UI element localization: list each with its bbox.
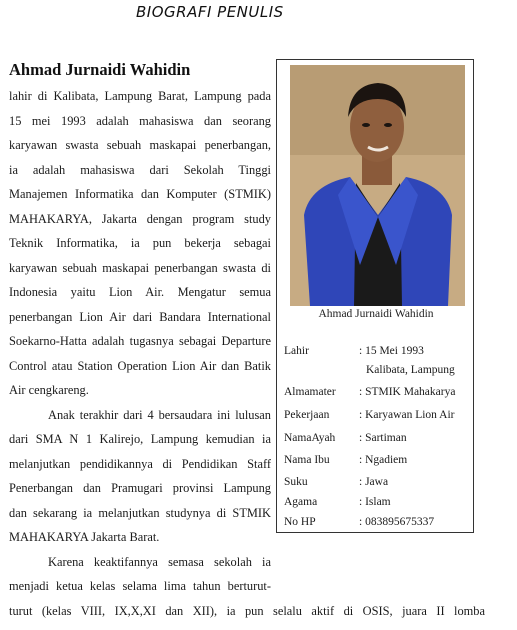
author-portrait-image xyxy=(290,65,465,306)
info-value: : Jawa xyxy=(359,476,389,488)
author-photo xyxy=(290,65,465,306)
bio-line: turut (kelas VIII, IX,X,XI dan XII), ia pun selalu aktif di OSIS, juara II lomba xyxy=(9,603,485,618)
bio-line: Teknik Informatika, ia pun bekerja sebagai xyxy=(9,236,271,250)
info-label: Pekerjaan xyxy=(284,409,330,421)
info-row-almamater xyxy=(284,386,474,404)
info-row-lahir xyxy=(284,345,474,363)
info-value: : STMIK Mahakarya xyxy=(359,386,456,398)
bio-line: menjadi ketua kelas selama lima tahun berturut- xyxy=(9,579,271,593)
info-row-suku xyxy=(284,476,474,494)
info-row-nama-ayah xyxy=(284,432,474,450)
info-row-nama-ibu xyxy=(284,454,474,472)
profile-box xyxy=(276,59,474,533)
bio-line: Anak terakhir dari 4 bersaudara ini lulusan xyxy=(48,407,271,422)
bio-line: MAHAKARYA, Jakarta dengan program study xyxy=(9,211,271,226)
bio-line: dari SMA N 1 Kalirejo, Lampung kemudian ia xyxy=(9,432,271,446)
info-label: NamaAyah xyxy=(284,432,336,444)
bio-line: MAHAKARYA Jakarta Barat. xyxy=(9,530,160,544)
bio-line: karyawan sebuah maskapai penerbangan swasta di xyxy=(9,260,271,275)
photo-caption: Ahmad Jurnaidi Wahidin xyxy=(318,308,434,320)
bio-line: Air cengkareng. xyxy=(9,383,89,397)
info-label: Lahir xyxy=(284,345,309,357)
bio-line: dan sekarang ia melanjutkan studynya di STMIK xyxy=(9,505,271,520)
info-value: Kalibata, Lampung xyxy=(366,364,455,376)
info-row-lahir-place xyxy=(284,364,474,382)
info-label: Nama Ibu xyxy=(284,454,330,466)
info-value: : 083895675337 xyxy=(359,516,435,528)
bio-line: Penerbangan dan Pramugari provinsi Lampung xyxy=(9,481,271,495)
bio-line: melanjutkan pendidikannya di Pendidikan Staff xyxy=(9,456,271,471)
info-value: : Sartiman xyxy=(359,432,407,444)
bio-line: lahir di Kalibata, Lampung Barat, Lampung pada xyxy=(9,89,271,103)
info-value: : Ngadiem xyxy=(359,454,408,466)
info-label: Almamater xyxy=(284,386,336,398)
bio-line: Indonesia yaitu Lion Air. Mengatur semua xyxy=(9,285,271,299)
author-name-heading: Ahmad Jurnaidi Wahidin xyxy=(9,60,191,79)
page-header: BIOGRAFI PENULIS xyxy=(136,3,284,21)
bio-line: 15 mei 1993 adalah mahasiswa dan seorang xyxy=(9,113,271,128)
bio-line: Karena keaktifannya semasa sekolah ia xyxy=(48,554,271,569)
info-label: No HP xyxy=(284,516,316,528)
info-row-agama xyxy=(284,496,474,514)
bio-line: karyawan swasta sebuah maskapai penerbangan, xyxy=(9,138,271,152)
bio-line: Soekarno-Hatta adalah tugasnya sebagai Departure xyxy=(9,334,271,348)
info-row-no-hp xyxy=(284,516,474,534)
info-value: : Karyawan Lion Air xyxy=(359,409,455,421)
bio-line: Manajemen Informatika dan Komputer (STMIK) xyxy=(9,187,271,201)
info-label: Agama xyxy=(284,496,318,508)
info-row-pekerjaan xyxy=(284,409,474,427)
info-label: Suku xyxy=(284,476,308,488)
info-value: : Islam xyxy=(359,496,391,508)
bio-line: Control atau Station Operation Lion Air dan Batik xyxy=(9,358,271,373)
bio-line: ia adalah mahasiswa dari Sekolah Tinggi xyxy=(9,162,271,177)
bio-line: penerbangan Lion Air dari Bandara International xyxy=(9,309,271,324)
info-value: : 15 Mei 1993 xyxy=(359,345,424,357)
